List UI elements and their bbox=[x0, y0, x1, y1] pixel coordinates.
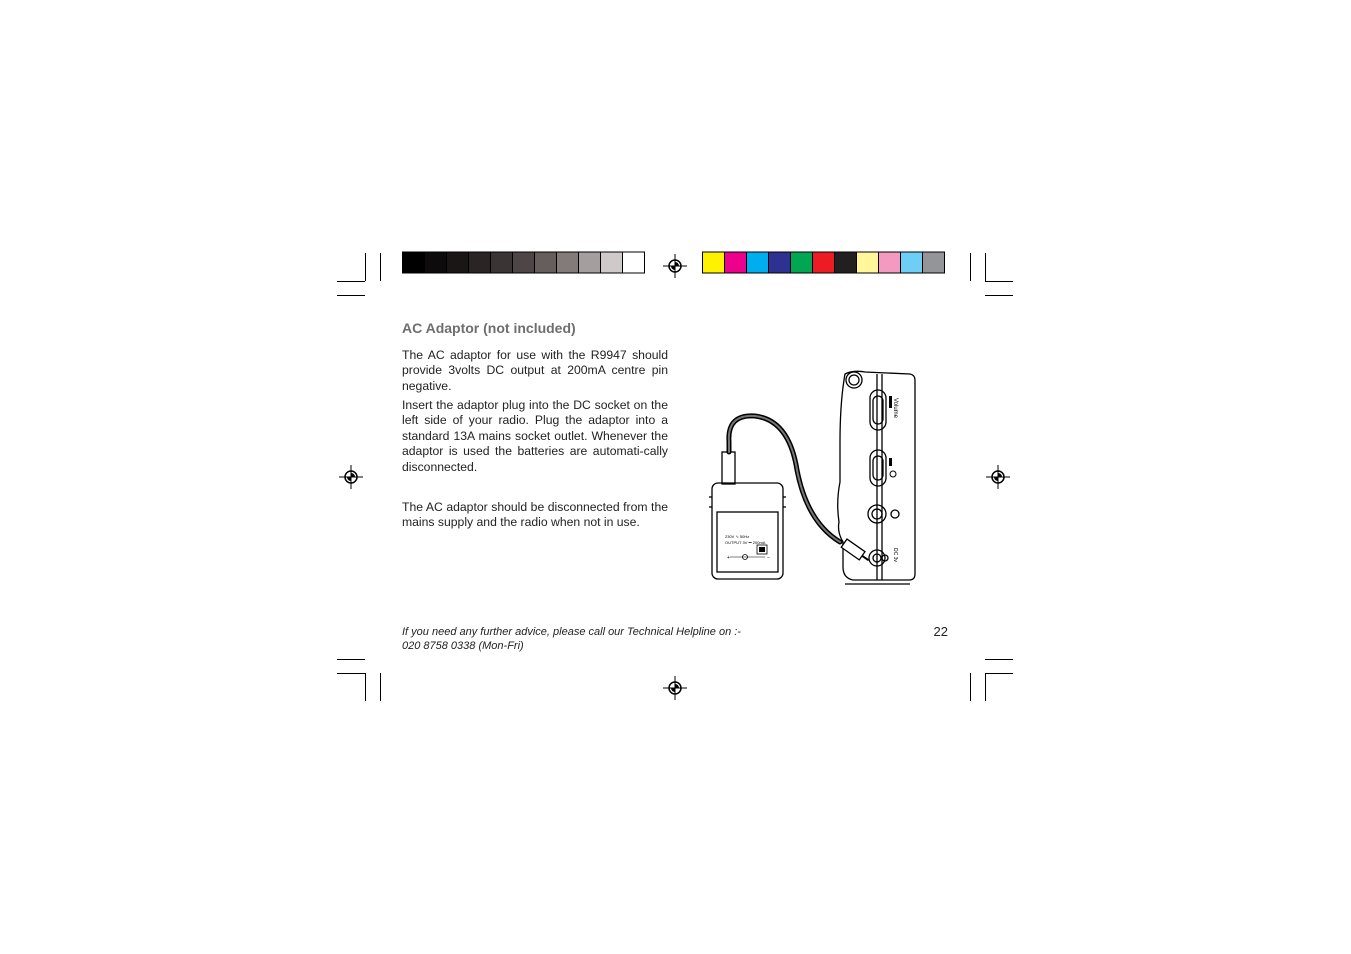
graybars-swatch bbox=[403, 252, 425, 273]
colorbars-swatch bbox=[835, 252, 857, 273]
adaptor-input-label: 230V ∿ 50Hz bbox=[725, 534, 750, 539]
svg-text:+: + bbox=[727, 555, 730, 561]
paragraph-adaptor-spec: The AC adaptor for use with the R9947 should provide 3volts DC output at 200mA centre pin negative. bbox=[402, 348, 668, 393]
section-heading: AC Adaptor (not included) bbox=[402, 320, 576, 336]
adaptor-output-label: OUTPUT 3V ⎓ 200mA bbox=[725, 540, 766, 545]
colorbars-swatch bbox=[769, 252, 791, 273]
colorbars-swatch bbox=[703, 252, 725, 273]
helpline-text: If you need any further advice, please call our Technical Helpline on :- bbox=[402, 626, 741, 638]
colorbars-swatch bbox=[725, 252, 747, 273]
helpline-footer bbox=[402, 625, 802, 653]
colorbars-swatch bbox=[923, 252, 945, 273]
colorbars-swatch bbox=[813, 252, 835, 273]
colorbars-swatch bbox=[747, 252, 769, 273]
registration-target-icon bbox=[663, 676, 687, 700]
graybars-swatch bbox=[447, 252, 469, 273]
registration-target-icon bbox=[663, 254, 687, 278]
paragraph-insert-adaptor: Insert the adaptor plug into the DC socket on the left side of your radio. Plug the adaptor into a standard 13A mains socket outlet. Whenever the adaptor is used the batteries are automati-cally disconnected. bbox=[402, 398, 668, 474]
grayscale-calibration-bar bbox=[403, 252, 645, 273]
adaptor-body bbox=[712, 483, 783, 579]
registration-target-icon bbox=[339, 465, 363, 489]
color-calibration-bar bbox=[703, 252, 945, 273]
dc-plug bbox=[841, 539, 871, 564]
adaptor-plug bbox=[722, 452, 735, 484]
svg-text:−: − bbox=[767, 555, 770, 561]
graybars-swatch bbox=[469, 252, 491, 273]
colorbars-swatch bbox=[879, 252, 901, 273]
graybars-swatch bbox=[491, 252, 513, 273]
colorbars-swatch bbox=[857, 252, 879, 273]
page-number: 22 bbox=[933, 624, 948, 639]
graybars-swatch bbox=[535, 252, 557, 273]
graybars-swatch bbox=[425, 252, 447, 273]
graybars-swatch bbox=[513, 252, 535, 273]
volume-label: Volume bbox=[892, 398, 898, 419]
graybars-swatch bbox=[601, 252, 623, 273]
paragraph-disconnect: The AC adaptor should be disconnected from the mains supply and the radio when not in use. bbox=[402, 500, 668, 530]
graybars-swatch bbox=[623, 252, 645, 273]
dc-label: DC 3v bbox=[892, 548, 898, 562]
colorbars-swatch bbox=[791, 252, 813, 273]
helpline-number: 020 8758 0338 (Mon-Fri) bbox=[402, 640, 524, 652]
adaptor-illustration bbox=[705, 362, 920, 587]
graybars-swatch bbox=[557, 252, 579, 273]
registration-target-icon bbox=[986, 465, 1010, 489]
colorbars-swatch bbox=[901, 252, 923, 273]
graybars-swatch bbox=[579, 252, 601, 273]
